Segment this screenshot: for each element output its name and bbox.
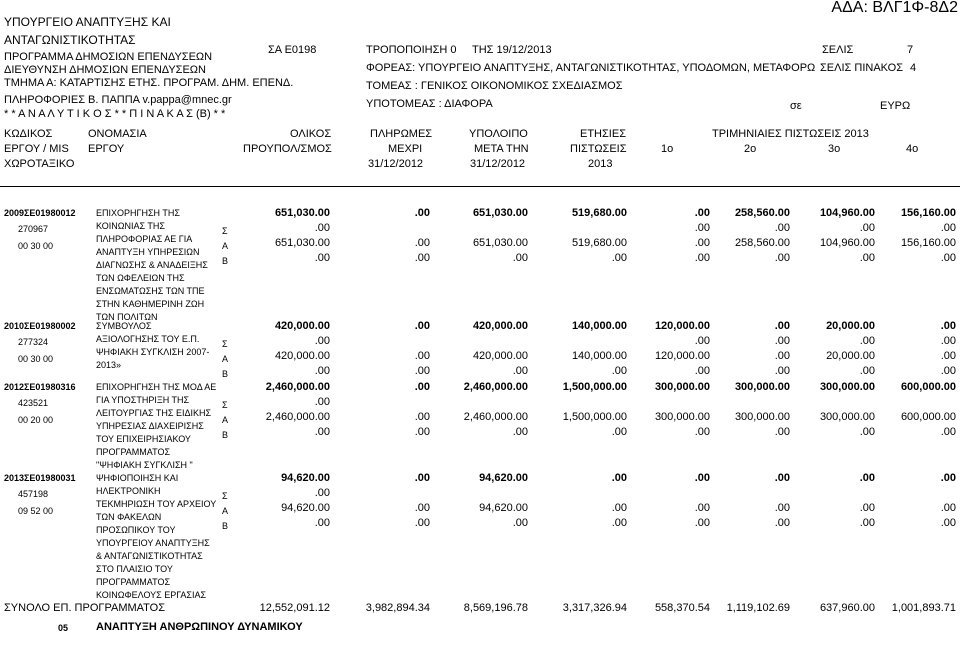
cell-q1: .00	[694, 222, 710, 234]
cell-total: 651,030.00	[274, 237, 330, 249]
cell-q3: 300,000.00	[819, 411, 875, 423]
cell-q2: .00	[774, 320, 790, 332]
row-tag: Α	[222, 241, 229, 251]
selis-pinakos-label: ΣΕΛΙΣ ΠΙΝΑΚΟΣ	[820, 62, 904, 74]
project-name-line: 2013»	[96, 360, 122, 370]
cell-q1: .00	[694, 502, 710, 514]
cell-q4: .00	[940, 365, 956, 377]
cell-annual: 1,500,000.00	[562, 411, 627, 423]
cell-q1: .00	[694, 237, 710, 249]
cell-q4: .00	[940, 252, 956, 264]
row-tag: Α	[222, 506, 229, 516]
col-plirom: ΠΛΗΡΩΜΕΣ	[370, 128, 433, 140]
project-name-line: ΛΕΙΤΟΥΡΓΙΑΣ ΤΗΣ ΕΙΔΙΚΗΣ	[96, 408, 212, 418]
cell-total: .00	[314, 222, 330, 234]
cell-paid: .00	[414, 350, 430, 362]
cell-total: .00	[314, 252, 330, 264]
euro-label: ΕΥΡΩ	[880, 100, 911, 112]
col-meta-tin: ΜΕΤΑ ΤΗΝ	[474, 143, 529, 155]
project-name-line: ΑΞΙΟΛΟΓΗΣΗΣ ΤΟΥ Ε.Π.	[96, 334, 200, 344]
project-name-line: ΤΕΚΜΗΡΙΩΣΗ ΤΟΥ ΑΡΧΕΙΟΥ	[96, 499, 217, 509]
cell-total: .00	[314, 396, 330, 408]
total-paid: 3,982,894.34	[365, 602, 430, 614]
project-xorotaxiko: 00 30 00	[18, 241, 54, 251]
cell-annual: .00	[611, 426, 627, 438]
cell-paid: .00	[414, 517, 430, 529]
selis-label: ΣΕΛΙΣ	[822, 44, 854, 56]
cell-total: 420,000.00	[274, 320, 330, 332]
cell-annual: 1,500,000.00	[562, 381, 627, 393]
cell-q1: .00	[694, 207, 710, 219]
project-xorotaxiko: 00 20 00	[18, 415, 54, 425]
cell-q1: .00	[694, 335, 710, 347]
cell-q4: .00	[940, 502, 956, 514]
cell-q4: .00	[940, 320, 956, 332]
cell-q4: 600,000.00	[900, 411, 956, 423]
cell-paid: .00	[414, 426, 430, 438]
cell-remaining: 420,000.00	[472, 350, 528, 362]
cell-q2: .00	[774, 335, 790, 347]
cell-q3: .00	[859, 426, 875, 438]
cell-total: 94,620.00	[281, 502, 330, 514]
cell-remaining: 2,460,000.00	[463, 411, 528, 423]
cell-q1: .00	[694, 472, 710, 484]
cell-total: .00	[314, 426, 330, 438]
cell-q2: .00	[774, 252, 790, 264]
row-tag: Σ	[222, 226, 228, 236]
analytic-line: * * Α Ν Α Λ Υ Τ Ι Κ Ο Σ * * Π Ι Ν Α Κ Α Σ (Β) * *	[4, 108, 226, 120]
cell-q2: 300,000.00	[734, 411, 790, 423]
project-name-line: ΣΤΗΝ ΚΑΘΗΜΕΡΙΝΗ ΖΩΗ	[96, 299, 205, 309]
cell-paid: .00	[414, 502, 430, 514]
project-name-line: ΣΤΟ ΠΛΑΙΣΙΟ ΤΟΥ	[96, 564, 173, 574]
cell-paid: .00	[414, 472, 430, 484]
cell-paid: .00	[414, 365, 430, 377]
project-name-line: ΠΡΟΓΡΑΜΜΑΤΟΣ	[96, 577, 171, 587]
cell-total: .00	[314, 365, 330, 377]
total-q4: 1,001,893.71	[891, 602, 956, 614]
cell-remaining: .00	[512, 426, 528, 438]
col-etisies: ΕΤΗΣΙΕΣ	[580, 128, 626, 140]
cell-q3: 104,960.00	[819, 237, 875, 249]
program-line: ΠΡΟΓΡΑΜΜΑ ΔΗΜΟΣΙΩΝ ΕΠΕΝΔΥΣΕΩΝ	[4, 51, 213, 63]
total-q2: 1,119,102.69	[726, 602, 790, 614]
project-name-line: ΕΠΙΧΟΡΗΓΗΣΗ ΤΗΣ	[96, 208, 180, 218]
col-mexri: ΜΕΧΡΙ	[388, 143, 423, 155]
total-annual: 3,317,326.94	[562, 602, 627, 614]
cell-q2: .00	[774, 365, 790, 377]
cell-paid: .00	[414, 207, 430, 219]
cell-q4: .00	[940, 350, 956, 362]
total-remaining: 8,569,196.78	[463, 602, 528, 614]
footer-title: ΑΝΑΠΤΥΞΗ ΑΝΘΡΩΠΙΝΟΥ ΔΥΝΑΜΙΚΟΥ	[96, 621, 303, 633]
project-name-line: ΥΠΗΡΕΣΙΑΣ ΔΙΑΧΕΙΡΙΣΗΣ	[96, 421, 204, 431]
ada-code: ΑΔΑ: ΒΛΓ1Φ-8Δ2	[831, 0, 958, 16]
project-name-line: ΤΩΝ ΠΟΛΙΤΩΝ	[96, 312, 158, 322]
cell-remaining: 651,030.00	[472, 237, 528, 249]
cell-total: .00	[314, 335, 330, 347]
cell-paid: .00	[414, 320, 430, 332]
cell-annual: 140,000.00	[571, 350, 627, 362]
directorate-line: ΔΙΕΥΘΥΝΣΗ ΔΗΜΟΣΙΩΝ ΕΠΕΝΔΥΣΕΩΝ	[4, 64, 206, 76]
row-tag: Α	[222, 415, 229, 425]
selis-pinakos-value: 4	[910, 62, 917, 74]
selis-value: 7	[907, 44, 914, 56]
col-q1: 1ο	[661, 143, 674, 155]
project-name-line: ΔΙΑΓΝΩΣΗΣ & ΑΝΑΔΕΙΞΗΣ	[96, 260, 208, 270]
row-tag: Β	[222, 369, 229, 379]
info-line: ΠΛΗΡΟΦΟΡΙΕΣ Β. ΠΑΠΠΑ v.pappa@mnec.gr	[4, 94, 232, 106]
cell-q1: .00	[694, 517, 710, 529]
cell-remaining: 2,460,000.00	[463, 381, 528, 393]
total-q3: 637,960.00	[819, 602, 875, 614]
cell-q3: 20,000.00	[826, 350, 875, 362]
row-tag: Σ	[222, 491, 228, 501]
col-kodikos: ΚΩΔΙΚΟΣ	[4, 128, 53, 140]
tomeas-line: ΤΟΜΕΑΣ : ΓΕΝΙΚΟΣ ΟΙΚΟΝΟΜΙΚΟΣ ΣΧΕΔΙΑΣΜΟΣ	[366, 80, 623, 92]
col-meta-date: 31/12/2012	[470, 158, 526, 170]
cell-remaining: .00	[512, 252, 528, 264]
cell-q1: 120,000.00	[654, 320, 710, 332]
project-name-line: ΨΗΦΙΑΚΗ ΣΥΓΚΛΙΣΗ 2007-	[96, 347, 210, 357]
cell-q2: .00	[774, 502, 790, 514]
row-tag: Σ	[222, 400, 228, 410]
cell-q1: 300,000.00	[654, 411, 710, 423]
cell-q2: 300,000.00	[734, 381, 790, 393]
cell-q3: 104,960.00	[819, 207, 875, 219]
cell-remaining: .00	[512, 517, 528, 529]
col-proypol: ΠΡΟΥΠΟΛ/ΣΜΟΣ	[243, 143, 332, 155]
col-q3: 3ο	[828, 143, 841, 155]
se-label: σε	[790, 100, 802, 112]
project-name-line: ΚΟΙΝΩΝΙΑΣ ΤΗΣ	[96, 221, 165, 231]
cell-remaining: 94,620.00	[479, 472, 528, 484]
cell-q4: 156,160.00	[900, 237, 956, 249]
cell-paid: .00	[414, 237, 430, 249]
cell-annual: .00	[611, 502, 627, 514]
cell-remaining: 420,000.00	[472, 320, 528, 332]
project-mis: 423521	[18, 398, 49, 408]
project-mis: 277324	[18, 337, 49, 347]
cell-q1: 120,000.00	[654, 350, 710, 362]
foreas-line: ΦΟΡΕΑΣ: ΥΠΟΥΡΓΕΙΟ ΑΝΑΠΤΥΞΗΣ, ΑΝΤΑΓΩΝΙΣΤΙΚΟΤΗΤΑΣ, ΥΠΟΔΟΜΩΝ, ΜΕΤΑΦΟΡΩ	[366, 62, 816, 74]
org-line1: ΥΠΟΥΡΓΕΙΟ ΑΝΑΠΤΥΞΗΣ ΚΑΙ	[4, 15, 171, 29]
row-tag: Α	[222, 354, 229, 364]
cell-annual: 519,680.00	[571, 207, 627, 219]
cell-q2: 258,560.00	[734, 207, 790, 219]
cell-q3: .00	[859, 335, 875, 347]
modification-label: ΤΡΟΠΟΠΟΙΗΣΗ 0	[366, 44, 457, 56]
cell-annual: 519,680.00	[571, 237, 627, 249]
cell-paid: .00	[414, 411, 430, 423]
cell-q3: .00	[859, 517, 875, 529]
cell-total: .00	[314, 487, 330, 499]
cell-annual: .00	[611, 365, 627, 377]
col-triminiaies: ΤΡΙΜΗΝΙΑΙΕΣ ΠΙΣΤΩΣΕΙΣ 2013	[712, 128, 869, 140]
cell-annual: 140,000.00	[571, 320, 627, 332]
cell-q4: .00	[940, 517, 956, 529]
dept-line: ΤΜΗΜΑ Α: ΚΑΤΑΡΤΙΣΗΣ ΕΤΗΣ. ΠΡΟΓΡΑΜ. ΔΗΜ. ΕΠΕΝΔ.	[4, 77, 294, 89]
date-label: ΤΗΣ 19/12/2013	[472, 44, 552, 56]
project-name-line: ΕΠΙΧΟΡΗΓΗΣΗ ΤΗΣ ΜΟΔ ΑΕ	[96, 382, 217, 392]
footer-code: 05	[58, 623, 69, 633]
cell-total: 2,460,000.00	[265, 381, 330, 393]
project-name-line: ΤΩΝ ΩΦΕΛΕΙΩΝ ΤΗΣ	[96, 273, 185, 283]
total-q1: 558,370.54	[654, 602, 710, 614]
project-name-line: ΤΟΥ ΕΠΙΧΕΙΡΗΣΙΑΚΟΥ	[96, 434, 191, 444]
cell-q1: .00	[694, 365, 710, 377]
row-tag: Β	[222, 256, 229, 266]
project-mis: 270967	[18, 224, 49, 234]
project-code: 2012ΣΕ01980316	[4, 382, 76, 392]
row-tag: Σ	[222, 339, 228, 349]
header-divider	[0, 186, 960, 187]
cell-remaining: 651,030.00	[472, 207, 528, 219]
project-name-line: ΑΝΑΠΤΥΞΗ ΥΠΗΡΕΣΙΩΝ	[96, 247, 200, 257]
cell-q4: 156,160.00	[900, 207, 956, 219]
project-name-line: ΥΠΟΥΡΓΕΙΟΥ ΑΝΑΠΤΥΞΗΣ	[96, 538, 210, 548]
project-name-line: ΨΗΦΙΟΠΟΙΗΣΗ ΚΑΙ	[96, 473, 179, 483]
cell-total: .00	[314, 517, 330, 529]
cell-q4: .00	[940, 222, 956, 234]
project-name-line: ΚΟΙΝΩΦΕΛΟΥΣ ΕΡΓΑΣΙΑΣ	[96, 590, 207, 600]
cell-total: 420,000.00	[274, 350, 330, 362]
col-q4: 4ο	[906, 143, 919, 155]
cell-remaining: 94,620.00	[479, 502, 528, 514]
project-xorotaxiko: 09 52 00	[18, 506, 54, 516]
cell-paid: .00	[414, 381, 430, 393]
cell-total: 94,620.00	[281, 472, 330, 484]
cell-q3: .00	[859, 365, 875, 377]
col-onomasia: ΟΝΟΜΑΣΙΑ	[88, 128, 147, 140]
project-name-line: ΤΩΝ ΦΑΚΕΛΩΝ	[96, 512, 162, 522]
col-xorotaxiko: ΧΩΡΟΤΑΞΙΚΟ	[4, 158, 75, 170]
sa-label: ΣΑ Ε0198	[268, 44, 317, 56]
cell-q3: .00	[859, 222, 875, 234]
cell-remaining: .00	[512, 365, 528, 377]
row-tag: Β	[222, 521, 229, 531]
cell-q3: .00	[859, 252, 875, 264]
col-ergou: ΕΡΓΟΥ	[88, 143, 125, 155]
cell-q3: .00	[859, 502, 875, 514]
project-name-line: "ΨΗΦΙΑΚΗ ΣΥΓΚΛΙΣΗ "	[96, 460, 193, 470]
cell-q2: .00	[774, 222, 790, 234]
project-name-line: ΠΡΟΣΩΠΙΚΟΥ ΤΟΥ	[96, 525, 176, 535]
project-code: 2009ΣΕ01980012	[4, 208, 76, 218]
total-total: 12,552,091.12	[259, 602, 330, 614]
col-q2: 2ο	[744, 143, 757, 155]
col-oliko: ΟΛΙΚΟΣ	[290, 128, 332, 140]
col-pistoseis: ΠΙΣΤΩΣΕΙΣ	[570, 143, 627, 155]
col-ypoloipo: ΥΠΟΛΟΙΠΟ	[469, 128, 528, 140]
project-name-line: ΓΙΑ ΥΠΟΣΤΗΡΙΞΗ ΤΗΣ	[96, 395, 190, 405]
cell-q4: 600,000.00	[900, 381, 956, 393]
ypotomeas-line: ΥΠΟΤΟΜΕΑΣ : ΔΙΑΦΟΡΑ	[366, 98, 493, 110]
cell-q3: .00	[859, 472, 875, 484]
cell-q3: 20,000.00	[826, 320, 875, 332]
total-label: ΣΥΝΟΛΟ ΕΠ. ΠΡΟΓΡΑΜΜΑΤΟΣ	[4, 602, 166, 614]
cell-q2: 258,560.00	[734, 237, 790, 249]
project-name-line: ΠΛΗΡΟΦΟΡΙΑΣ ΑΕ ΓΙΑ	[96, 234, 193, 244]
cell-q4: .00	[940, 335, 956, 347]
org-line2: ΑΝΤΑΓΩΝΙΣΤΙΚΟΤΗΤΑΣ	[4, 33, 136, 47]
cell-q2: .00	[774, 350, 790, 362]
row-tag: Β	[222, 430, 229, 440]
cell-annual: .00	[611, 517, 627, 529]
cell-q2: .00	[774, 472, 790, 484]
cell-q2: .00	[774, 517, 790, 529]
cell-q4: .00	[940, 426, 956, 438]
col-year: 2013	[588, 158, 613, 170]
cell-annual: .00	[611, 252, 627, 264]
cell-annual: .00	[611, 472, 627, 484]
project-name-line: ΣΥΜΒΟΥΛΟΣ	[96, 321, 152, 331]
project-name-line: & ΑΝΤΑΓΩΝΙΣΤΙΚΟΤΗΤΑΣ	[96, 551, 203, 561]
project-name-line: ΗΛΕΚΤΡΟΝΙΚΗ	[96, 486, 161, 496]
project-name-line: ΕΝΣΩΜΑΤΩΣΗΣ ΤΩΝ ΤΠΕ	[96, 286, 205, 296]
cell-q1: .00	[694, 426, 710, 438]
cell-q1: 300,000.00	[654, 381, 710, 393]
col-mexri-date: 31/12/2012	[368, 158, 424, 170]
cell-total: 2,460,000.00	[265, 411, 330, 423]
project-code: 2013ΣΕ01980031	[4, 473, 76, 483]
cell-q4: .00	[940, 472, 956, 484]
cell-q3: 300,000.00	[819, 381, 875, 393]
cell-q1: .00	[694, 252, 710, 264]
cell-paid: .00	[414, 252, 430, 264]
project-mis: 457198	[18, 489, 49, 499]
project-name-line: ΠΡΟΓΡΑΜΜΑΤΟΣ	[96, 447, 171, 457]
col-ergou-mis: ΕΡΓΟΥ / MIS	[4, 143, 69, 155]
project-code: 2010ΣΕ01980002	[4, 321, 76, 331]
project-xorotaxiko: 00 30 00	[18, 354, 54, 364]
cell-q2: .00	[774, 426, 790, 438]
cell-total: 651,030.00	[274, 207, 330, 219]
